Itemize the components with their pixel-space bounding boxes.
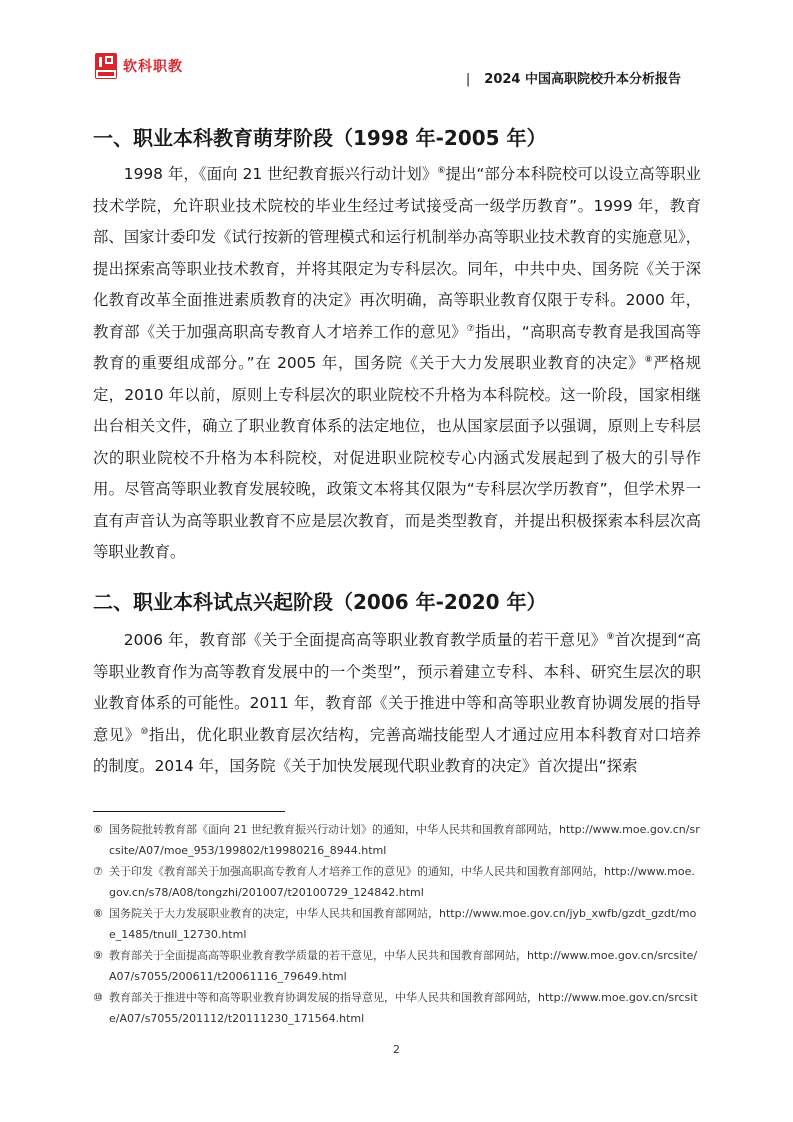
footnote-ref[interactable]: ⑥ <box>437 165 446 176</box>
footnote-ref[interactable]: ⑩ <box>140 726 149 737</box>
paragraph-text: 严格规定，2010 年以前，原则上专科层次的职业院校不升格为本科院校。这一阶段，国家相继出台相关文件，确立了职业教育体系的法定地位，也从国家层面予以强调，原则上专科层次的职业院校不升格为本科院校，对促进职业院校专心内涵式发展起到了极大的引导作用。尽管高等职业教育发展较晚，政策文本将其仅限为“专科层次学历教育”，但学术界一直有声音认为高等职业教育不应是层次教育，而是类型教育，并提出积极探索本科层次高等职业教育。 <box>93 354 701 561</box>
footnote-item <box>93 946 701 987</box>
footnote-item <box>93 820 701 861</box>
paragraph-text: 提出“部分本科院校可以设立高等职业技术学院，允许职业技术院校的毕业生经过考试接受高一级学历教育”。1999 年，教育部、国家计委印发《试行按新的管理模式和运行机制举办高等职业技术教育的实施意见》，提出探索高等职业技术教育，并将其限定为专科层次。同年，中共中央、国务院《关于深化教育改革全面推进素质教育的决定》再次明确，高等职业教育仅限于专科。2000 年，教育部《关于加强高职高专教育人才培养工作的意见》 <box>93 165 701 341</box>
footnote-text[interactable]: 教育部关于推进中等和高等职业教育协调发展的指导意见，中华人民共和国教育部网站，http://www.moe.gov.cn/srcsite/A07/s7055/201112/t20111230_171564.html <box>109 991 698 1025</box>
footnote-text[interactable]: 教育部关于全面提高高等职业教育教学质量的若干意见，中华人民共和国教育部网站，http://www.moe.gov.cn/srcsite/A07/s7055/200611/t20061116_79649.html <box>109 949 698 983</box>
paragraph-text: 指出，“高职高专教育是我国高等教育的重要组成部分。”在 2005 年，国务院《关于大力发展职业教育的决定》 <box>93 322 701 372</box>
footnote-mark: ⑨ <box>93 949 103 962</box>
footnote-text[interactable]: 国务院批转教育部《面向 21 世纪教育振兴行动计划》的通知，中华人民共和国教育部网站，http://www.moe.gov.cn/srcsite/A07/moe_953/199802/t19980216_8944.html <box>109 823 700 857</box>
report-title <box>466 68 681 87</box>
footnotes <box>93 820 701 1030</box>
footnote-item <box>93 862 701 903</box>
brand-logo <box>95 53 183 79</box>
footnote-item <box>93 904 701 945</box>
footnote-ref[interactable]: ⑧ <box>644 354 654 365</box>
footnote-mark: ⑩ <box>93 991 103 1004</box>
paragraph-text: 1998 年，《面向 21 世纪教育振兴行动计划》 <box>123 165 438 183</box>
section-heading-2: 二、职业本科试点兴起阶段（2006 年-2020 年） <box>93 590 547 614</box>
section-paragraph-1 <box>93 159 701 569</box>
page-header <box>0 0 793 95</box>
paragraph-text: 2006 年，教育部《关于全面提高高等职业教育教学质量的若干意见》 <box>123 631 607 649</box>
paragraph-text: 指出，优化职业教育层次结构，完善高端技能型人才通过应用本科教育对口培养的制度。2014 年，国务院《关于加快发展现代职业教育的决定》首次提出“探索 <box>93 725 701 775</box>
header-separator: | <box>465 72 471 87</box>
paragraph-text: 首次提到“高等职业教育作为高等教育发展中的一个类型”，预示着建立专科、本科、研究生层次的职业教育体系的可能性。2011 年，教育部《关于推进中等和高等职业教育协调发展的指导意见》 <box>93 631 702 744</box>
footnote-mark: ⑦ <box>93 865 103 878</box>
footnote-mark: ⑧ <box>93 907 103 920</box>
footnote-ref[interactable]: ⑨ <box>606 631 615 642</box>
logo-mark-icon <box>95 53 117 79</box>
footnote-text[interactable]: 国务院关于大力发展职业教育的决定，中华人民共和国教育部网站，http://www.moe.gov.cn/jyb_xwfb/gzdt_gzdt/moe_1485/tnull_12730.html <box>109 907 697 941</box>
report-title-text: 2024 中国高职院校升本分析报告 <box>484 72 681 87</box>
footnote-ref[interactable]: ⑦ <box>466 323 475 334</box>
footnote-text[interactable]: 关于印发《教育部关于加强高职高专教育人才培养工作的意见》的通知，中华人民共和国教育部网站，http://www.moe.gov.cn/s78/A08/tongzhi/201007/t20100729_124842.html <box>109 865 695 899</box>
section-paragraph-2 <box>93 625 701 783</box>
footnote-divider <box>93 811 285 812</box>
section-heading-1: 一、职业本科教育萌芽阶段（1998 年-2005 年） <box>93 126 547 150</box>
logo-text: 软科职教 <box>123 59 183 75</box>
footnote-mark: ⑥ <box>93 823 103 836</box>
footnote-item <box>93 988 701 1029</box>
page-number: 2 <box>393 1043 400 1056</box>
